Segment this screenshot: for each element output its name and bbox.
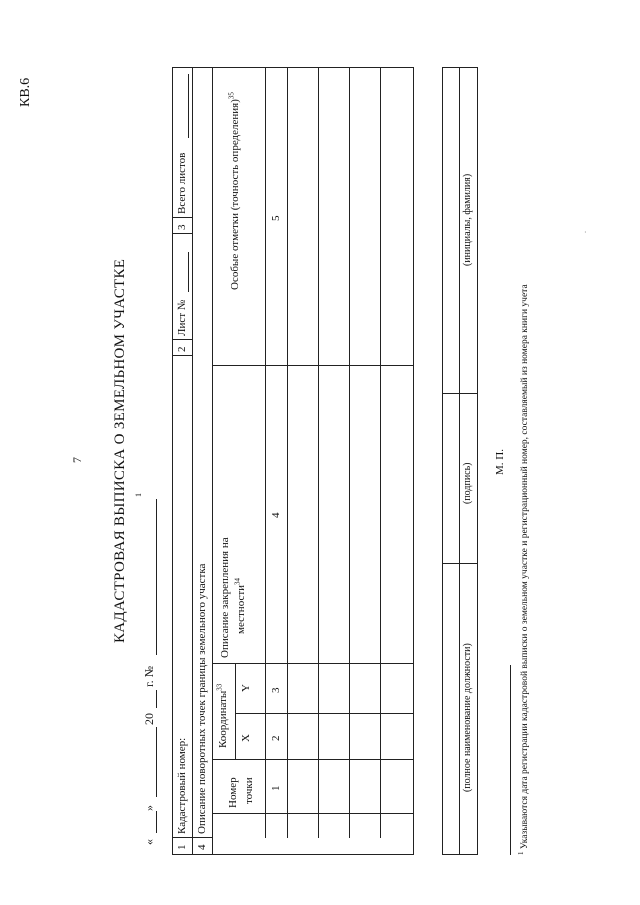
signature-col-divider-2 (443, 393, 477, 394)
month-blank (156, 727, 157, 797)
column-number-3: 3 (270, 687, 282, 693)
row4-number: 4 (196, 844, 208, 850)
table-row-divider (349, 68, 350, 838)
signature-block (442, 67, 478, 855)
coordinates-header (217, 684, 229, 748)
year-blank (156, 690, 157, 708)
signature-divider (459, 68, 460, 854)
column-number-1: 1 (270, 785, 282, 791)
total-sheets-label: Всего листов (176, 152, 188, 214)
sheet-number-blank (188, 252, 189, 292)
column-numbers-bottom (287, 68, 288, 838)
table-row-divider (318, 68, 319, 838)
coordinates-label: Координаты (217, 690, 229, 748)
notes-header (229, 92, 241, 290)
y-header: Y (240, 684, 252, 692)
fixing-header-line2 (235, 578, 247, 634)
total-sheets-blank (188, 74, 189, 138)
open-quote: « (142, 839, 156, 845)
fixing-header-line1: Описание закрепления на (219, 537, 231, 658)
section-title: Описание поворотных точек границы земельного участка (196, 563, 208, 834)
sheet-number-label: Лист № (176, 299, 188, 336)
cadastral-number-label: Кадастровый номер: (176, 737, 188, 834)
coordinates-footnote-ref: 33 (215, 683, 224, 691)
footnote-separator (510, 665, 511, 855)
row2-left-divider (173, 355, 192, 356)
row3-left-divider (173, 233, 192, 234)
row2-num-divider (173, 339, 192, 340)
header-divider (192, 68, 193, 854)
col-divider-5 (212, 365, 413, 366)
coords-subheader-divider (235, 664, 236, 760)
signature-col-divider-1 (443, 563, 477, 564)
position-caption: (полное наименование должности) (462, 643, 473, 792)
number-blank (156, 499, 157, 655)
stamp-place: М. П. (494, 449, 506, 475)
point-number-header-line2: точки (243, 777, 255, 804)
scan-dot: · (584, 228, 587, 237)
row1-number: 1 (176, 844, 188, 850)
row1-num-divider (173, 837, 192, 838)
footnote-text: Указываются дата регистрации кадастровой выписки о земельном участке и регистрационный номер, составляемый из номера книги учета (520, 284, 530, 850)
col-divider-3 (235, 713, 413, 714)
point-number-header-line1: Номер (227, 777, 239, 808)
row3-number: 3 (176, 224, 188, 230)
notes-label: Особые отметки (точность определения) (229, 99, 241, 290)
main-table (172, 67, 414, 855)
section-divider (212, 68, 213, 854)
page-number: 7 (70, 457, 84, 463)
row2-number: 2 (176, 346, 188, 352)
close-quote: » (142, 805, 156, 811)
col-divider-2 (212, 759, 413, 760)
name-caption: (инициалы, фамилия) (462, 173, 473, 266)
date-line (134, 485, 162, 845)
column-number-4: 4 (270, 512, 282, 518)
footnote (516, 284, 530, 855)
column-number-2: 2 (270, 735, 282, 741)
day-blank (156, 811, 157, 833)
column-numbers-top (265, 68, 266, 838)
signature-caption: (подпись) (462, 462, 473, 504)
footnote-ref: 1 (516, 851, 525, 855)
row3-num-divider (173, 217, 192, 218)
table-row-divider (380, 68, 381, 838)
col-divider-1 (212, 813, 413, 814)
x-header: X (240, 734, 252, 742)
date-footnote-ref: 1 (134, 493, 143, 497)
form-code: КВ.6 (18, 77, 33, 107)
fixing-footnote-ref: 34 (233, 577, 242, 585)
col-divider-4 (212, 663, 413, 664)
notes-footnote-ref: 35 (227, 92, 236, 100)
year-suffix: г. № (142, 665, 156, 687)
row4-num-divider (192, 837, 212, 838)
fixing-label-line2: местности (235, 584, 247, 634)
column-number-5: 5 (270, 215, 282, 221)
year-prefix: 20 (142, 713, 156, 725)
page-title: КАДАСТРОВАЯ ВЫПИСКА О ЗЕМЕЛЬНОМ УЧАСТКЕ (112, 258, 128, 643)
